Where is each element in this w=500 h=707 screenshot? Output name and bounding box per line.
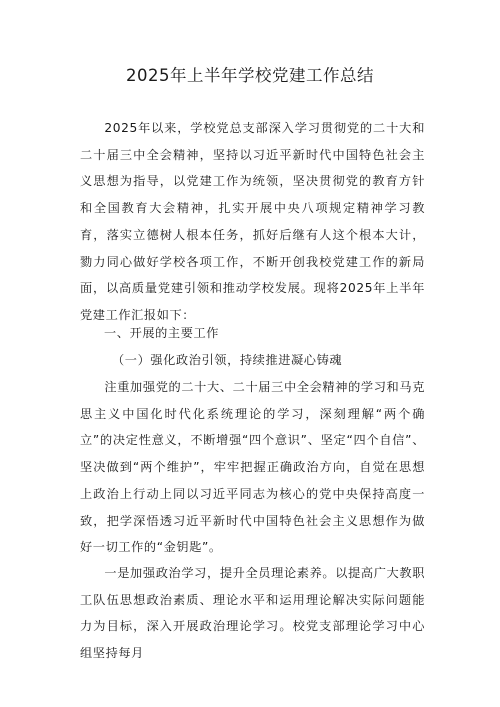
subsection-heading: （一）强化政治引领，持续推进凝心铸魂 (112, 353, 343, 367)
document-title: 2025年上半年学校党建工作总结 (126, 66, 374, 85)
body-paragraph-1: 注重加强党的二十大、二十届三中全会精神的学习和马克思主义中国化时代化系统理论的学习，深刻理解“两个确立”的决定性意义，不断增强“四个意识”、坚定“四个自信”、坚决做到“两个维护”，牢牢把握正确政治方向，自觉在思想上政治上行动上同以习近平同志为核心的党中央保持高度一致，把学深悟透习近平新时代中国特色社会主义思想作为做好一切工作的“金钥匙”。 (80, 380, 425, 555)
body-paragraph-2: 一是加强政治学习，提升全员理论素养。以提高广大教职工队伍思想政治素质、理论水平和运用理论解决实际问题能力为目标，深入开展政治理论学习。校党支部理论学习中心组坚持每月 (80, 566, 425, 661)
intro-paragraph: 2025年以来，学校党总支部深入学习贯彻党的二十大和二十届三中全会精神，坚持以习近平新时代中国特色社会主义思想为指导，以党建工作为统领，坚决贯彻党的教育方针和全国教育大会精神，扎实开展中央八项规定精神学习教育，落实立德树人根本任务，抓好后继有人这个根本大计，勠力同心做好学校各项工作，不断开创我校党建工作的新局面，以高质量党建引领和推动学校发展。现将2025年上半年党建工作汇报如下： (80, 121, 425, 322)
section-heading: 一、开展的主要工作 (104, 326, 220, 340)
